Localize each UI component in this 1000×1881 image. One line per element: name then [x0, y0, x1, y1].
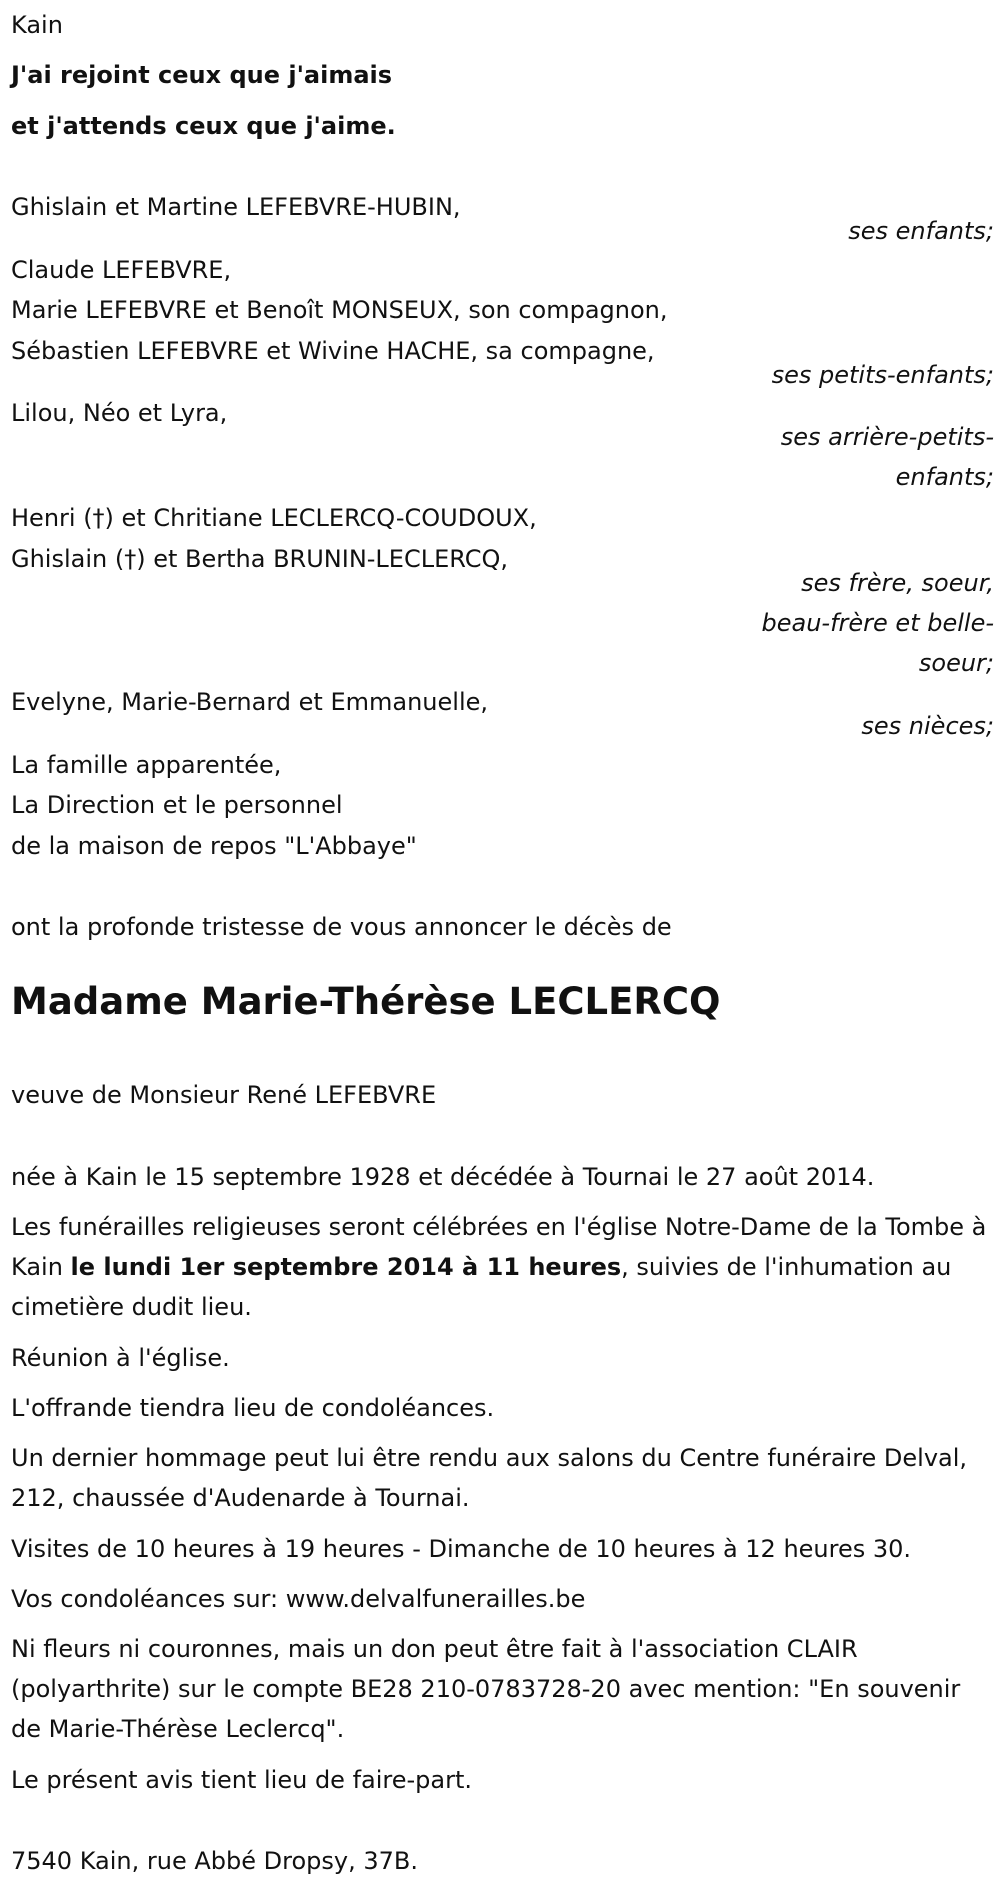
children-relation: ses enfants; [848, 217, 994, 245]
nieces-relation: ses nièces; [861, 712, 994, 740]
sibling-2: Ghislain (†) et Bertha BRUNIN-LECLERCQ, [11, 545, 509, 573]
sibling-1: Henri (†) et Chritiane LECLERCQ-COUDOUX, [11, 504, 537, 532]
grandchild-2: Marie LEFEBVRE et Benoît MONSEUX, son compagnon, [11, 296, 668, 324]
other-family-2: La Direction et le personnel [11, 791, 343, 819]
funeral-date: le lundi 1er septembre 2014 à 11 heures [70, 1253, 622, 1281]
children-names: Ghislain et Martine LEFEBVRE-HUBIN, [11, 193, 461, 221]
faire-part-line: Le présent avis tient lieu de faire-part. [11, 1766, 473, 1794]
address-line: 7540 Kain, rue Abbé Dropsy, 37B. [11, 1847, 418, 1875]
funeral-details: Les funérailles religieuses seront célébrées en l'église Notre-Dame de la Tombe à Kain le lundi 1er septembre 2014 à 11 heures, suivies de l'inhumation au cimetière dudit lieu. [11, 1213, 987, 1321]
visiting-hours: Visites de 10 heures à 19 heures - Dimanche de 10 heures à 12 heures 30. [11, 1535, 912, 1563]
reunion-line: Réunion à l'église. [11, 1344, 230, 1372]
quote-line-1: J'ai rejoint ceux que j'aimais [11, 61, 393, 89]
birth-death-dates: née à Kain le 15 septembre 1928 et décédée à Tournai le 27 août 2014. [11, 1163, 875, 1191]
hommage-paragraph: Un dernier hommage peut lui être rendu aux salons du Centre funéraire Delval, 212, chaussée d'Audenarde à Tournai. [11, 1444, 968, 1512]
grandchildren-relation: ses petits-enfants; [771, 361, 994, 389]
nieces-names: Evelyne, Marie-Bernard et Emmanuelle, [11, 688, 489, 716]
grandchild-1: Claude LEFEBVRE, [11, 256, 232, 284]
donation-paragraph: Ni fleurs ni couronnes, mais un don peut être fait à l'association CLAIR (polyarthrite) sur le compte BE28 210-0783728-20 avec mention: "En souvenir de Marie-Thérèse Leclercq". [11, 1635, 961, 1743]
deceased-name: Madame Marie-Thérèse LECLERCQ [11, 980, 721, 1023]
quote-line-2: et j'attends ceux que j'aime. [11, 112, 396, 140]
condolences-line: Vos condoléances sur: www.delvalfunerailles.be [11, 1585, 586, 1613]
great-grandchildren-names: Lilou, Néo et Lyra, [11, 399, 228, 427]
other-family-3: de la maison de repos "L'Abbaye" [11, 832, 417, 860]
siblings-relation: ses frère, soeur, beau-frère et belle- soeur; [761, 569, 994, 677]
great-grandchildren-relation: ses arrière-petits- enfants; [780, 423, 994, 491]
offrande-line: L'offrande tiendra lieu de condoléances. [11, 1394, 495, 1422]
announcement-text: ont la profonde tristesse de vous annoncer le décès de [11, 913, 672, 941]
other-family-1: La famille apparentée, [11, 751, 282, 779]
spouse-line: veuve de Monsieur René LEFEBVRE [11, 1081, 437, 1109]
grandchild-3: Sébastien LEFEBVRE et Wivine HACHE, sa compagne, [11, 337, 655, 365]
place-heading: Kain [11, 11, 63, 39]
